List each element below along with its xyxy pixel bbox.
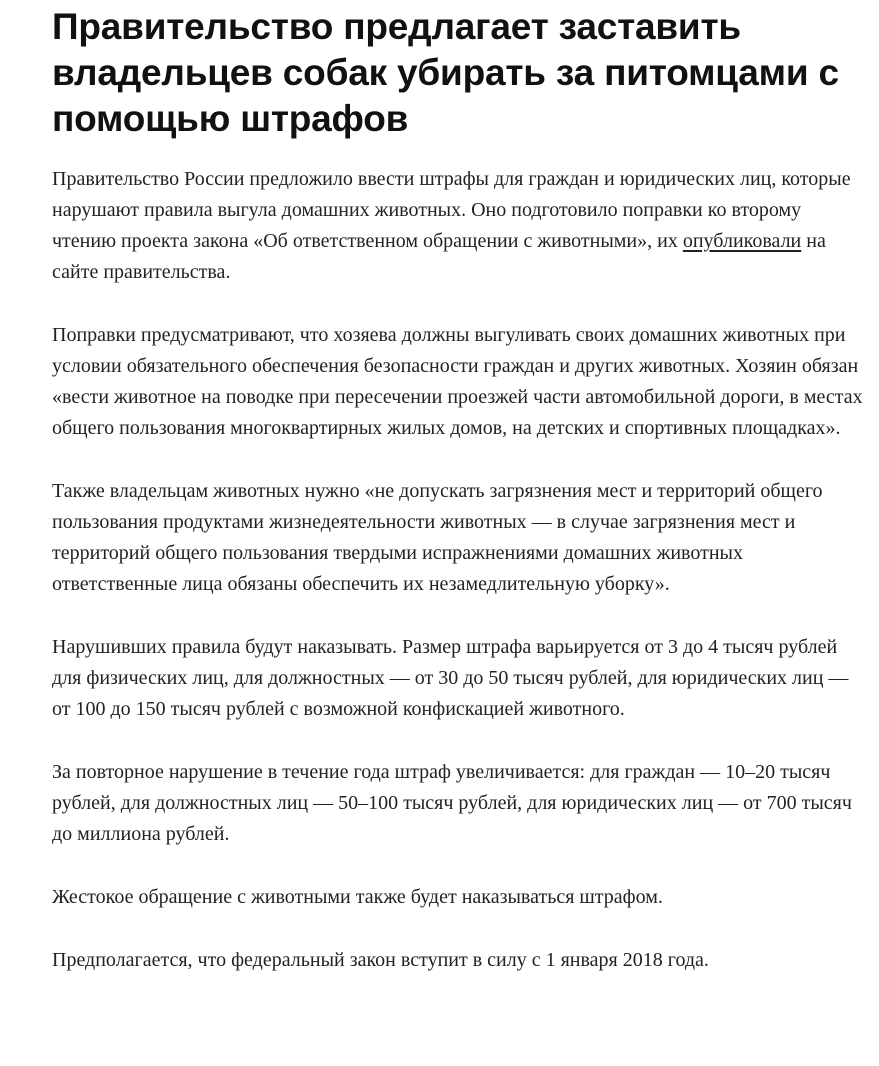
paragraph-walking-rules: Поправки предусматривают, что хозяева должны выгуливать своих домашних животных при условии обязательного обеспечения безопасности граждан и других животных. Хозяин обязан «вести животное на поводке при пересечении проезжей части автомобильной дороги, в местах общего пользования многоквартирных жилых домов, на детских и спортивных площадках». — [52, 324, 863, 439]
published-link[interactable]: опубликовали — [682, 230, 802, 252]
paragraph-effective-date: Предполагается, что федеральный закон вступит в силу с 1 января 2018 года. — [52, 949, 709, 971]
paragraph-repeat-fines: За повторное нарушение в течение года штраф увеличивается: для граждан — 10–20 тысяч рублей, для должностных лиц — 50–100 тысяч рублей, для юридических лиц — от 700 тысяч до миллиона рублей. — [52, 761, 852, 845]
paragraph-intro-text: Правительство России предложило ввести штрафы для граждан и юридических лиц, которые нарушают правила выгула домашних животных. Оно подготовило поправки ко второму чтению проекта закона «Об ответственном обращении с животными», их — [52, 168, 851, 252]
paragraph-cruelty: Жестокое обращение с животными также будет наказываться штрафом. — [52, 886, 663, 908]
paragraph-fines: Нарушивших правила будут наказывать. Размер штрафа варьируется от 3 до 4 тысяч рублей для физических лиц, для должностных — от 30 до 50 тысяч рублей, для юридических лиц — от 100 до 150 тысяч рублей с возможной конфискацией животного. — [52, 636, 849, 720]
paragraph-intro — [52, 164, 867, 288]
paragraph-cleanup-duty: Также владельцам животных нужно «не допускать загрязнения мест и территорий общего пользования продуктами жизнедеятельности животных — в случае загрязнения мест и территорий общего пользования твердыми испражнениями домашних животных ответственные лица обязаны обеспечить их незамедлительную уборку». — [52, 480, 823, 595]
article-title: Правительство предлагает заставить владельцев собак убирать за питомцами с помощью штрафов — [52, 6, 839, 139]
paragraph-intro-tail: на сайте правительства. — [52, 230, 826, 283]
article — [52, 0, 867, 976]
article-body — [52, 164, 867, 976]
